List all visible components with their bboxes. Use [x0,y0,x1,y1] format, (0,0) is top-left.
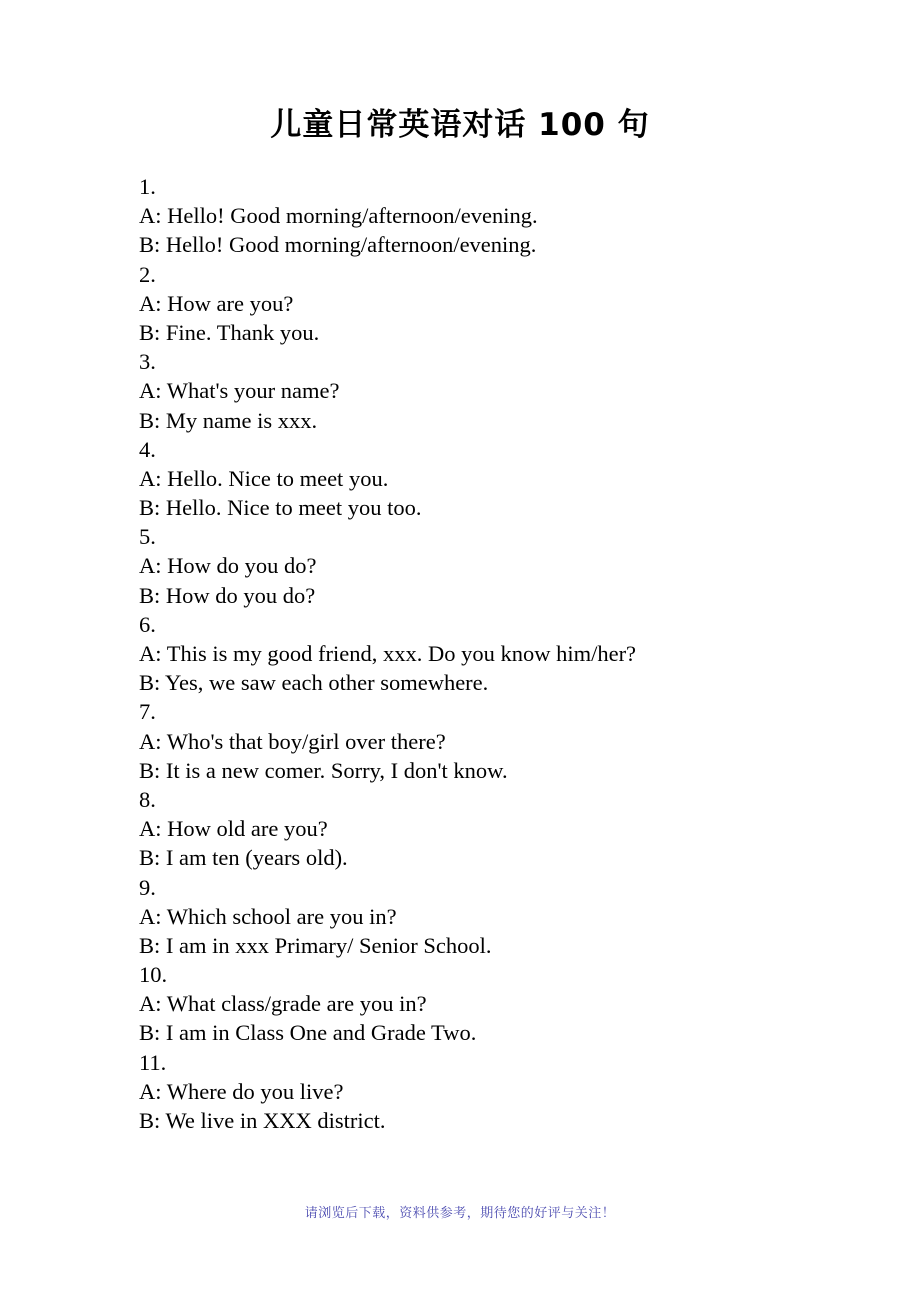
speaker-a-line: A: Which school are you in? [139,903,397,929]
entry-number: 5. [139,524,156,550]
speaker-b-line: B: Fine. Thank you. [139,319,320,345]
entry-number: 7. [139,699,156,725]
dialogue-entry-7 [139,697,839,785]
speaker-a-line: A: Who's that boy/girl over there? [139,728,446,754]
speaker-a-line: A: How do you do? [139,553,317,579]
dialogue-entry-5 [139,522,839,610]
speaker-b-line: B: It is a new comer. Sorry, I don't know. [139,757,508,783]
speaker-a-line: A: Hello. Nice to meet you. [139,465,389,491]
speaker-a-line: A: This is my good friend, xxx. Do you know him/her? [139,641,637,666]
speaker-a-line: A: What's your name? [139,378,340,404]
page-title: 儿童日常英语对话 100 句 [270,107,650,143]
entry-number: 1. [139,174,156,199]
entry-number: 3. [139,349,156,375]
speaker-a-line: A: Where do you live? [139,1078,344,1104]
speaker-b-line: B: I am ten (years old). [139,845,348,871]
speaker-a-line: A: What class/grade are you in? [139,991,427,1017]
speaker-b-line: B: How do you do? [139,582,316,608]
dialogue-entry-1 [139,172,839,260]
dialogue-entry-9 [139,873,839,961]
entry-number: 6. [139,611,156,637]
dialogue-entry-10 [139,960,839,1048]
entry-number: 8. [139,786,156,812]
speaker-a-line: A: How old are you? [139,816,328,842]
speaker-a-line: A: Hello! Good morning/afternoon/evening. [139,203,538,229]
entry-number: 2. [139,261,156,287]
speaker-b-line: B: I am in xxx Primary/ Senior School. [139,932,492,958]
speaker-b-line: B: Hello! Good morning/afternoon/evening. [139,232,537,258]
entry-number: 10. [139,962,168,988]
speaker-b-line: B: Yes, we saw each other somewhere. [139,670,489,696]
entry-number: 9. [139,874,156,900]
speaker-b-line: B: We live in XXX district. [139,1108,386,1133]
dialogue-entry-11 [139,1048,839,1136]
dialogue-list [139,172,839,1135]
entry-number: 4. [139,436,156,462]
speaker-b-line: B: My name is xxx. [139,407,318,433]
dialogue-entry-6 [139,610,839,698]
speaker-a-line: A: How are you? [139,290,294,316]
page-footer-note: 请浏览后下载，资料供参考，期待您的好评与关注！ [304,1206,616,1221]
speaker-b-line: B: I am in Class One and Grade Two. [139,1020,477,1046]
dialogue-entry-4 [139,435,839,523]
dialogue-entry-3 [139,347,839,435]
dialogue-entry-2 [139,260,839,348]
entry-number: 11. [139,1049,167,1075]
speaker-b-line: B: Hello. Nice to meet you too. [139,495,422,521]
dialogue-entry-8 [139,785,839,873]
